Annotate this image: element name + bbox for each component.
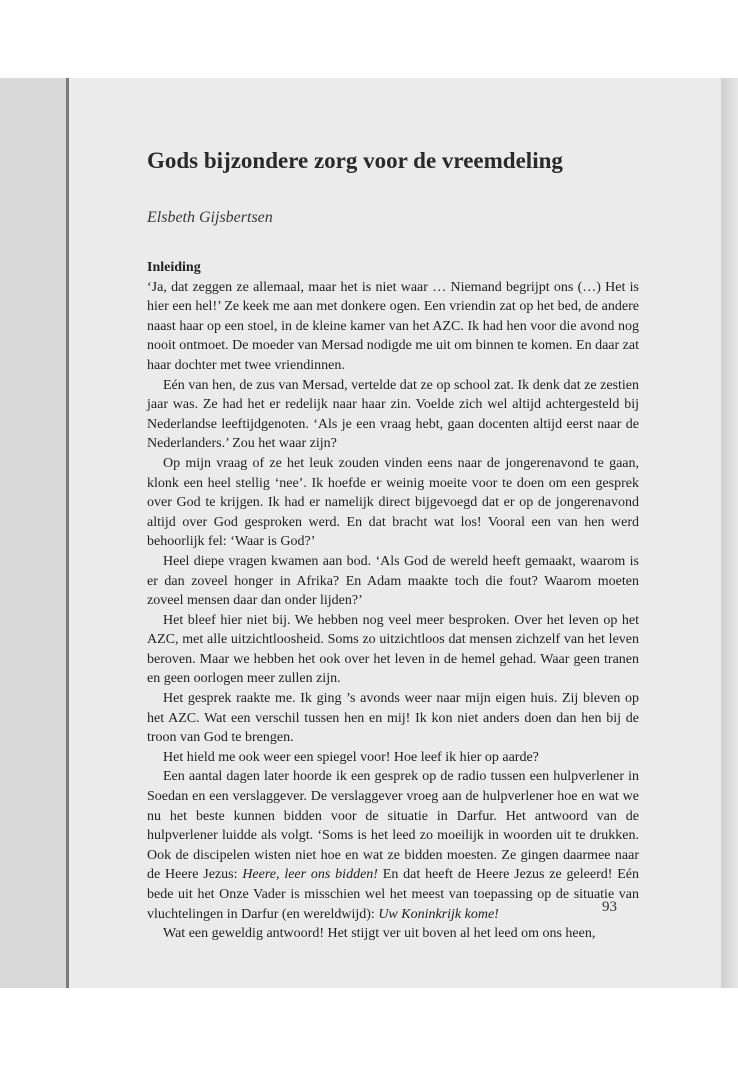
paragraph-7 — [147, 748, 639, 768]
paragraph-text: ‘Ja, dat zeggen ze allemaal, maar het is niet waar … Niemand begrijpt ons (…) Het is hier een hel!’ Ze keek me aan met donkere ogen. Een vriendin zat op het bed, de andere naast haar op een stoel, in de kleine kamer van het AZC. Ik had hen voor die avond nog nooit ontmoet. De moeder van Mersad nodigde me uit om binnen te komen. En daar zat haar dochter met twee vriendinnen. — [147, 279, 639, 373]
paragraph-3 — [147, 454, 639, 552]
paragraph-text: Het hield me ook weer een spiegel voor! Hoe leef ik hier op aarde? — [163, 749, 539, 765]
paragraph-text: Eén van hen, de zus van Mersad, vertelde dat ze op school zat. Ik denk dat ze zestien jaar was. Ze had het er redelijk naar haar zin. Voelde zich wel altijd achtergesteld bij Nederlandse leeftijdgenoten. ‘Als je een vraag hebt, gaan docenten altijd eerst naar de Nederlanders.’ Zou het waar zijn? — [147, 377, 639, 452]
paragraph-8 — [147, 767, 639, 924]
italic-quote: Uw Koninkrijk kome! — [378, 906, 499, 922]
page-number: 93 — [602, 899, 617, 915]
paragraph-text: Het gesprek raakte me. Ik ging ’s avonds weer naar mijn eigen huis. Zij bleven op het AZC. Wat een verschil tussen hen en mij! Ik kon niet anders doen dan hen bij de troon van God te brengen. — [147, 691, 639, 746]
facing-page-edge — [0, 78, 66, 988]
paragraph-1 — [147, 278, 639, 376]
paragraph-text: Heel diepe vragen kwamen aan bod. ‘Als God de wereld heeft gemaakt, waarom is er dan zoveel honger in Afrika? En Adam maakte toch die fout? Waarom moeten zoveel mensen daar dan onder lijden?’ — [147, 553, 639, 609]
paragraph-5 — [147, 611, 639, 689]
paragraph-text: Op mijn vraag of ze het leuk zouden vinden eens naar de jongerenavond te gaan, klonk een heel stellig ‘nee’. Ik hoefde er weinig moeite voor te doen om een gesprek over God te krijgen. Ik had er namelijk direct bijgevoegd dat er op de jongerenavond altijd over God gesproken werd. En dat bracht wat los! Vooral een van hen werd behoorlijk fel: ‘Waar is God?’ — [147, 455, 639, 550]
body-text — [147, 258, 639, 944]
paragraph-text: Een aantal dagen later hoorde ik een gesprek op de radio tussen een hulpverlener in Soedan en een verslaggever. De verslaggever vroeg aan de hulpverlener hoe en wat we nu het beste kunnen bidden voor de situatie in Darfur. Het antwoord van de hulpverlener luidde als volgt. ‘Soms is het leed zo moeilijk in woorden uit te drukken. Ook de discipelen wisten niet hoe en wat ze bidden moesten. Ze gingen daarmee naar de Heere Jezus: — [147, 769, 639, 883]
paragraph-9 — [147, 924, 639, 944]
paragraph-text: Het bleef hier niet bij. We hebben nog veel meer besproken. Over het leven op het AZC, met alle uitzichtloosheid. Soms zo uitzichtloos dat mensen zichzelf van het leven beroven. Maar we hebben het ook over het leven in de hemel gehad. Waar geen tranen en geen oorlogen meer zullen zijn. — [147, 612, 639, 687]
chapter-title: Gods bijzondere zorg voor de vreemdeling — [147, 148, 563, 173]
page-edge-shadow — [721, 78, 738, 988]
section-heading: Inleiding — [147, 260, 201, 275]
italic-quote: Heere, leer ons bidden! — [242, 867, 378, 883]
paragraph-text: Wat een geweldig antwoord! Het stijgt ver uit boven al het leed om ons heen, — [163, 926, 596, 942]
paragraph-6 — [147, 689, 639, 748]
author-name: Elsbeth Gijsbertsen — [147, 209, 273, 226]
paragraph-text: En dat heeft de Heere Jezus ze geleerd! Eén bede uit het Onze Vader is misschien wel het meest van toepassing op de situatie van vluchtelingen in Darfur (en wereldwijd): — [147, 867, 639, 922]
paragraph-2 — [147, 376, 639, 454]
paragraph-4 — [147, 552, 639, 611]
